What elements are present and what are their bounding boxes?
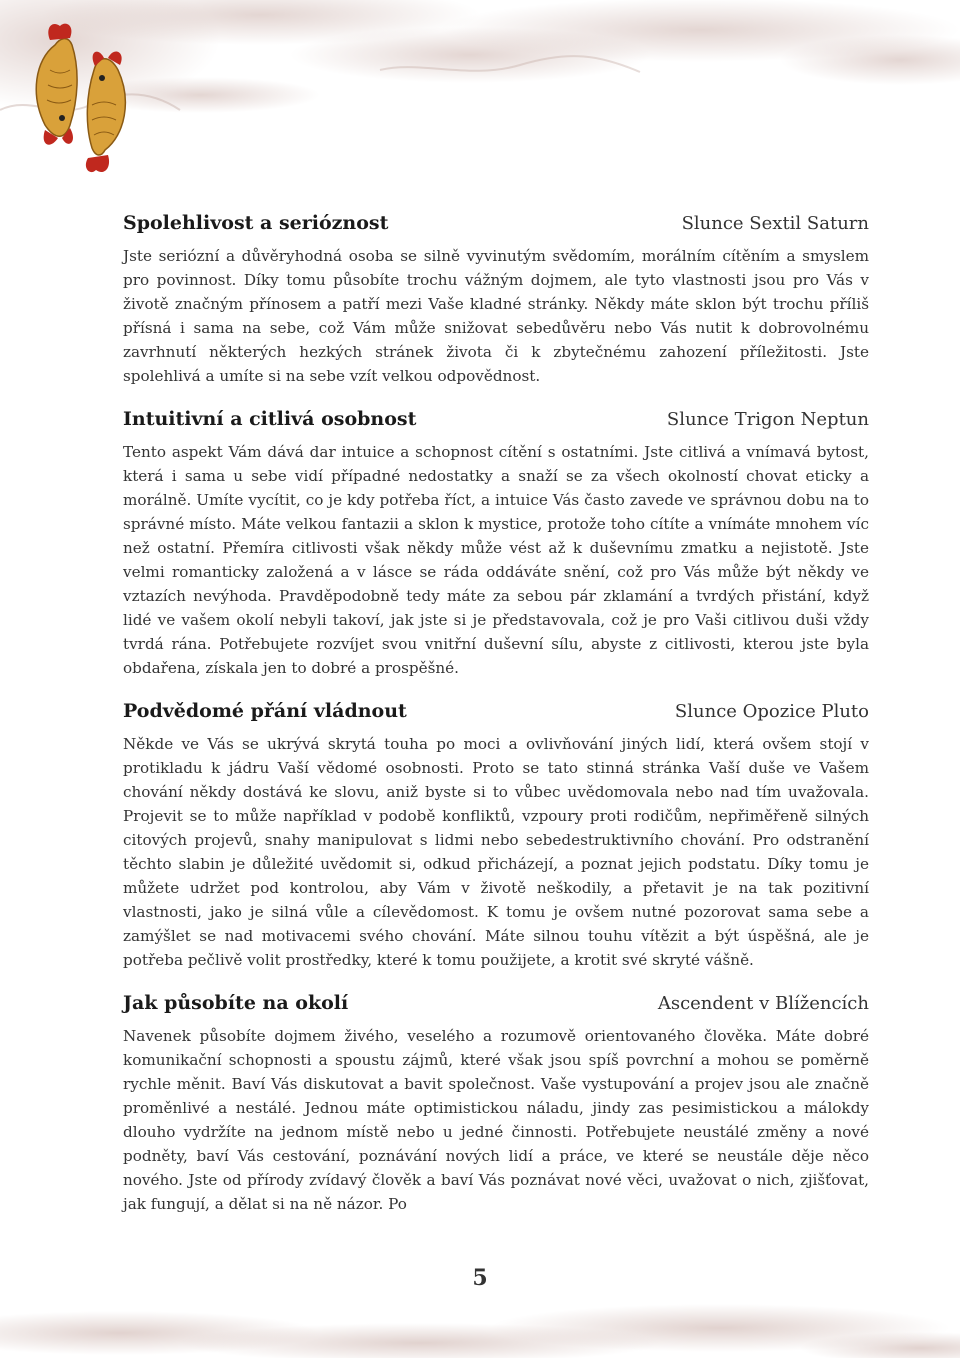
- section-spolehlivost: [123, 212, 869, 388]
- section-title: Podvědomé přání vládnout: [123, 700, 407, 722]
- section-header: [123, 212, 869, 242]
- page-content: [123, 212, 869, 1236]
- pisces-fish-icon: [36, 24, 125, 172]
- section-intuitivni: [123, 408, 869, 680]
- section-aspect: Ascendent v Blížencích: [657, 993, 869, 1014]
- section-title: Intuitivní a citlivá osobnost: [123, 408, 417, 430]
- section-okoli: [123, 992, 869, 1216]
- section-title: Jak působíte na okolí: [123, 992, 349, 1014]
- section-header: [123, 700, 869, 730]
- decorative-wash-bottom: [0, 1288, 960, 1358]
- page-number: 5: [472, 1265, 488, 1291]
- section-podvedome: [123, 700, 869, 972]
- section-text: Jste seriózní a důvěryhodná osoba se silně vyvinutým svědomím, morálním cítěním a smyslem pro povinnost. Díky tomu působíte trochu vážným dojmem, ale tyto vlastnosti jsou pro Vás v životě značným přínosem a patří mezi Vaše kladné stránky. Někdy máte sklon být trochu příliš přísná i sama na sebe, což Vám může snižovat sebedůvěru nebo Vás nutit k dobrovolnému zavrhnutí některých hezkých stránek života či k zbytečnému zahození příležitosti. Jste spolehlivá a umíte si na sebe vzít velkou odpovědnost.: [123, 247, 869, 385]
- section-header: [123, 992, 869, 1022]
- section-text: Navenek působíte dojmem živého, veselého a rozumově orientovaného člověka. Máte dobré komunikační schopnosti a spoustu zájmů, které však jsou spíš povrchní a mohou se poměrně rychle měnit. Baví Vás diskutovat a bavit společnost. Vaše vystupování a projev jsou ale značně proměnlivé a nestálé. Jednou máte optimistickou náladu, jindy zas pesimistickou a málokdy dlouho vydržíte na jednom místě nebo u jedné činnosti. Potřebujete neustálé změny a nové podněty, baví Vás cestování, poznávání nových lidí a práce, ve které se neustále děje něco nového. Jste od přírody zvídavý člověk a baví Vás poznávat nové věci, uvažovat o nich, zjišťovat, jak fungují, a dělat si na ně názor. Po: [123, 1027, 869, 1213]
- section-text: Někde ve Vás se ukrývá skrytá touha po moci a ovlivňování jiných lidí, která ovšem stojí v protikladu k jádru Vaší vědomé osobnosti. Proto se tato stinná stránka Vaší duše ve Vašem chování někdy dostává ke slovu, aniž byste si to vůbec uvědomovala nebo nad tím uvažovala. Projevit se to může například v podobě konfliktů, vzpoury proti rodičům, nepřiměřeně silných citových projevů, snahy manipulovat s lidmi nebo sebedestruktivního chování. Pro odstranění těchto slabin je důležité uvědomit si, odkud přicházejí, a poznat jejich podstatu. Díky tomu je můžete udržet pod kontrolou, aby Vám v životě neškodily, a přetavit je na tak pozitivní vlastnosti, jako je silná vůle a cílevědomost. K tomu je ovšem nutné pozorovat sama sebe a zamýšlet se nad motivacemi svého chování. Máte silnou touhu vítězit a být úspěšná, ale je potřeba pečlivě volit prostředky, které k tomu použijete, a krotit své skryté vášně.: [123, 735, 869, 969]
- section-aspect: Slunce Trigon Neptun: [666, 409, 869, 430]
- section-header: [123, 408, 869, 438]
- section-text: Tento aspekt Vám dává dar intuice a schopnost cítění s ostatními. Jste citlivá a vnímavá bytost, která i sama u sebe vidí případné nedostatky a snaží se za všech okolností chovat eticky a morálně. Umíte vycítit, co je kdy potřeba říct, a intuice Vás často zavede ve správnou dobu na to správné místo. Máte velkou fantazii a sklon k mystice, protože toho cítíte a vnímáte mnohem víc než ostatní. Přemíra citlivosti však někdy může vést až k duševnímu zmatku a nejistotě. Jste velmi romanticky založená a v lásce se ráda oddáváte snění, což pro Vás může být někdy ve vztazích nevýhoda. Pravděpodobně tedy máte za sebou pár zklamání a tvrdých přistání, když lidé ve vašem okolí nebyli takoví, jak jste si je představovala, což je pro Vaši citlivou duši vždy tvrdá rána. Potřebujete rozvíjet svou vnitřní duševní sílu, abyste z citlivosti, kterou jste byla obdařena, získala jen to dobré a prospěšné.: [123, 443, 869, 677]
- section-title: Spolehlivost a serióznost: [123, 212, 389, 234]
- section-aspect: Slunce Opozice Pluto: [674, 701, 869, 722]
- section-aspect: Slunce Sextil Saturn: [681, 213, 869, 234]
- decorative-wash-top: [0, 0, 960, 190]
